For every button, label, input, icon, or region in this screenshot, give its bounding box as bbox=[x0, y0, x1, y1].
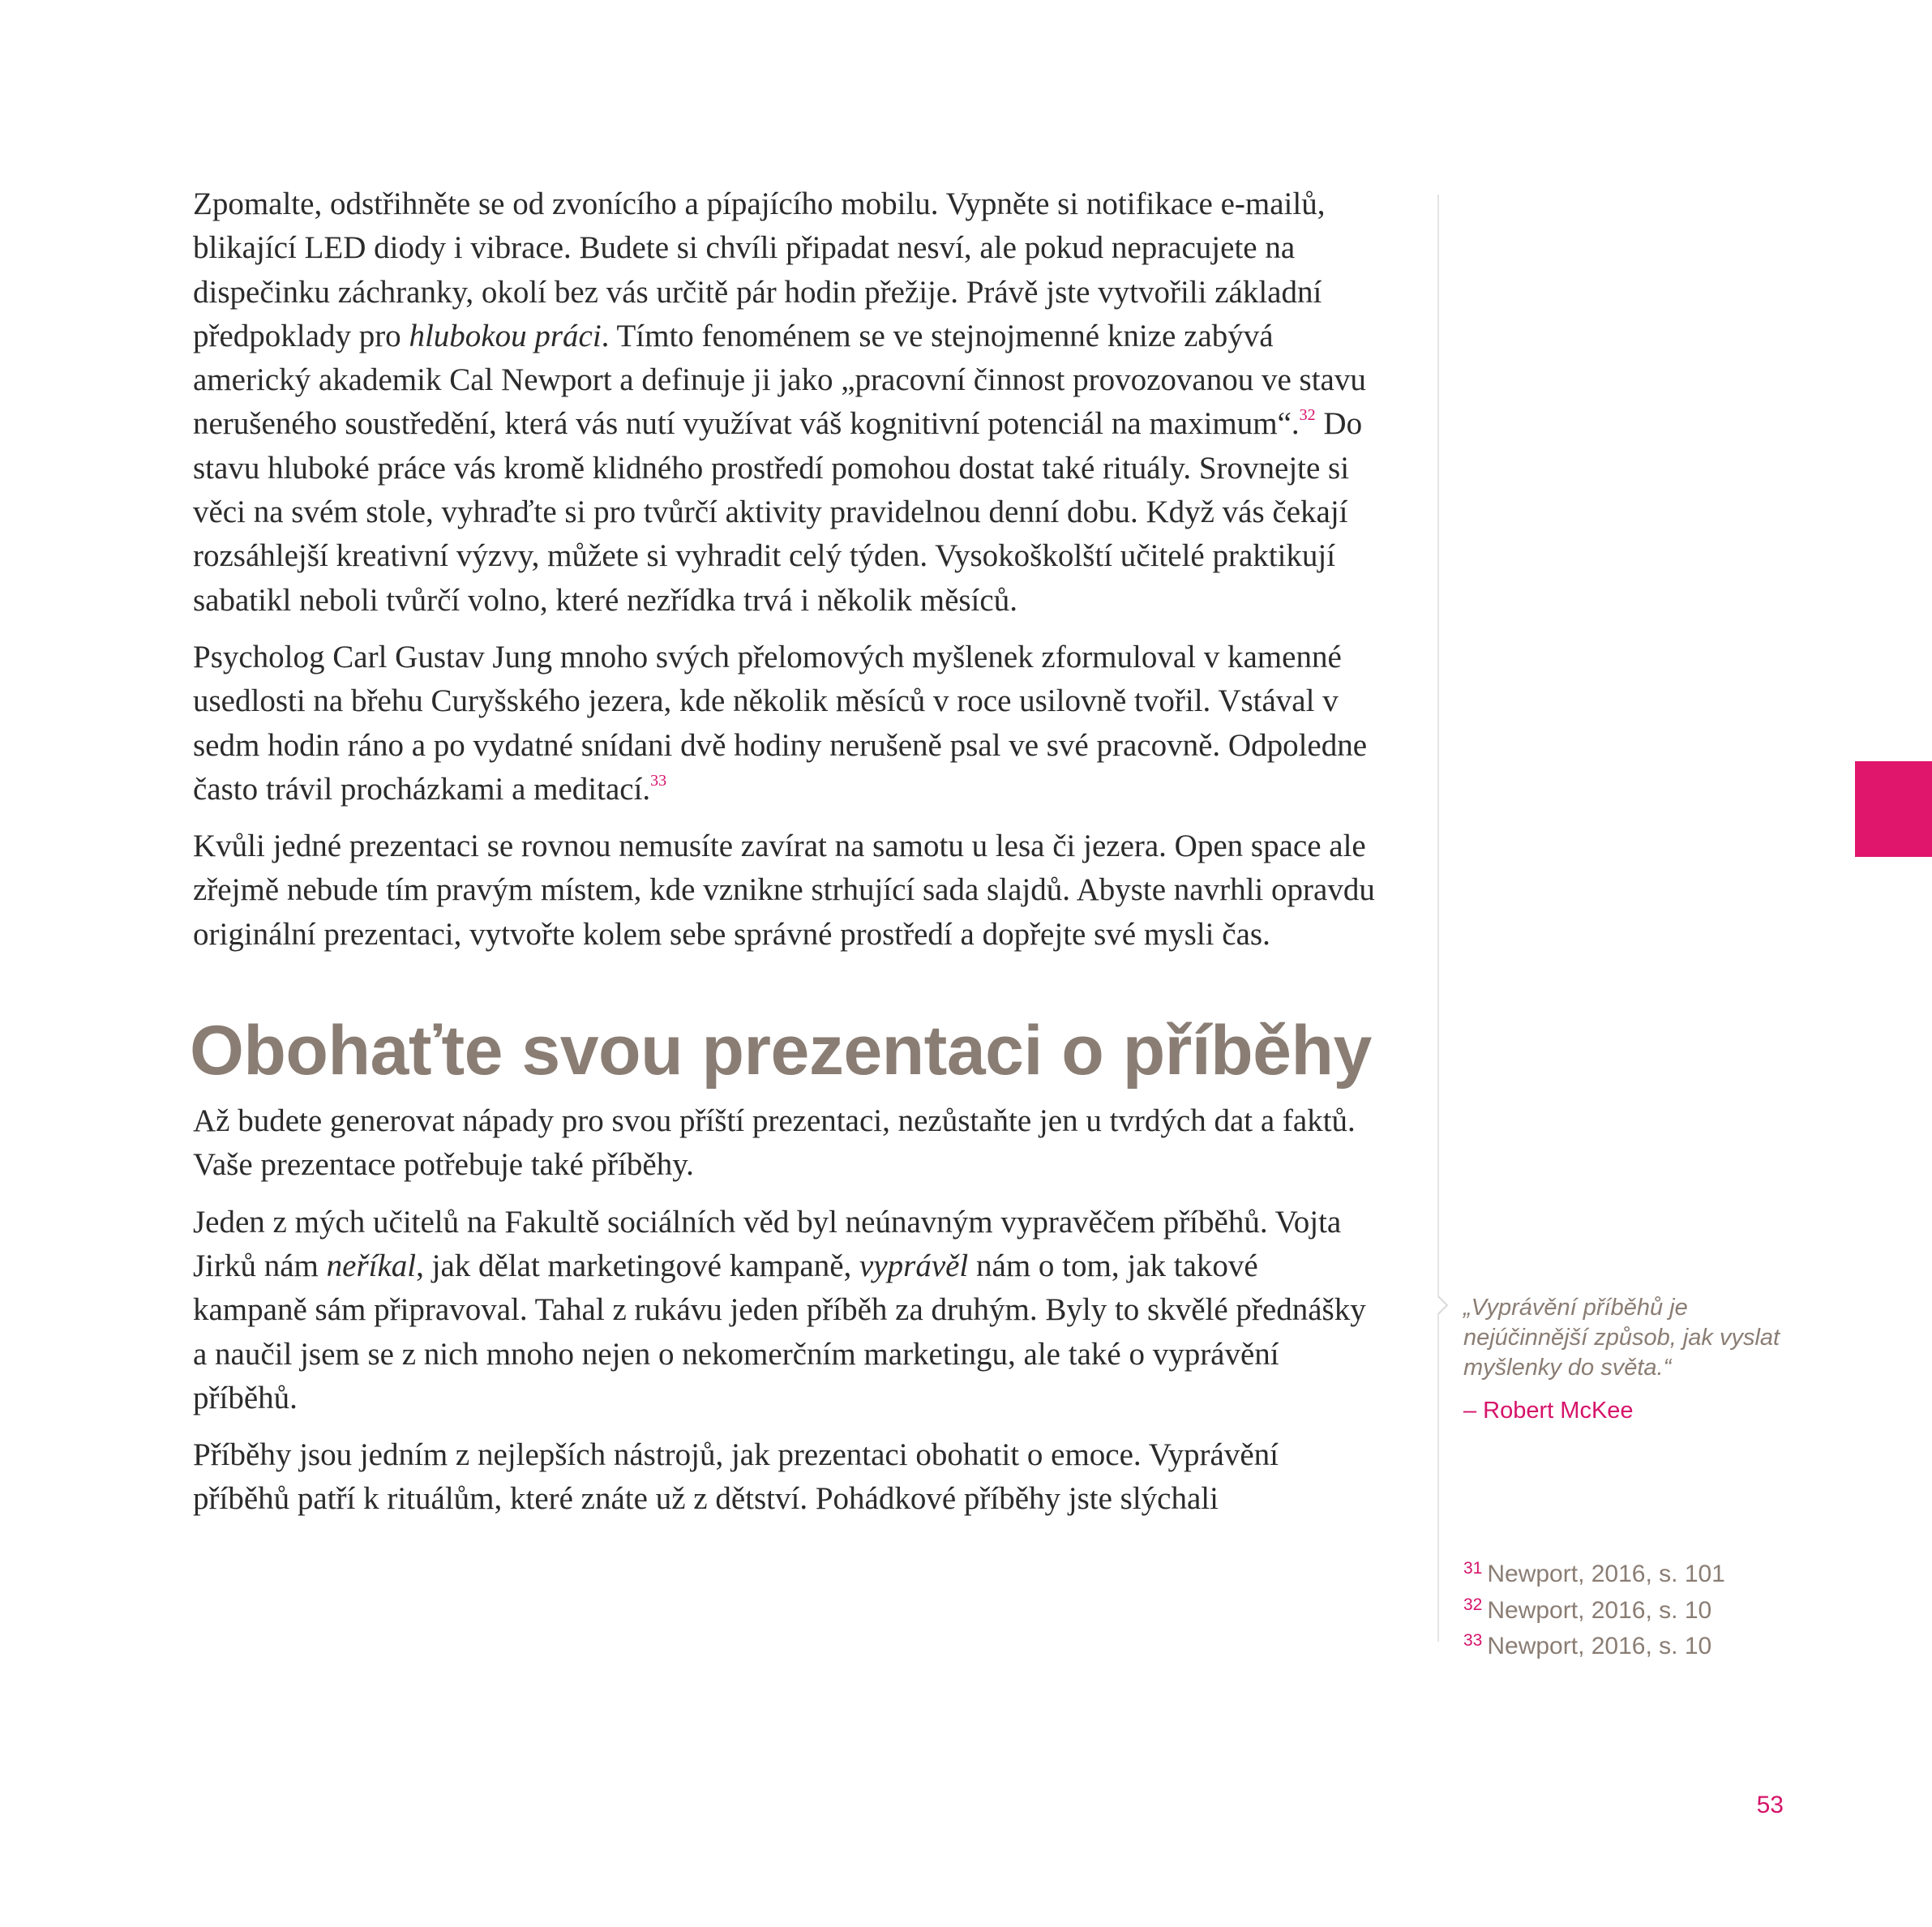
page-number: 53 bbox=[1756, 1792, 1784, 1818]
paragraph-2: Psycholog Carl Gustav Jung mnoho svých přelomových myšlenek zformuloval v kamenné usedlosti na břehu Curyšského jezera, kde několik měsíců v roce usilovně tvořil. Vstával v sedm hodin ráno a po vydatné snídani dvě hodiny nerušeně psal ve své pracovně. Odpoledne často trávil procházkami a meditací.$^{33}$ bbox=[193, 639, 1368, 807]
emphasis: vyprávěl bbox=[859, 1248, 969, 1283]
quote-author: – Robert McKee bbox=[1463, 1398, 1634, 1424]
footnote-item: $^{32}$ Newport, 2016, s. 10 bbox=[1463, 1595, 1712, 1624]
paragraph-5: Jeden z mých učitelů na Fakultě sociálních věd byl neúnavným vypravěčem příběhů. Vojta Jirků nám neříkal, jak dělat marketingové kampaně, vyprávěl nám o tom, jak takové kampaně sám připravoval. Tahal z rukávu jeden příběh za druhým. Byly to skvělé přednášky a naučil jsem se z nich mnoho nejen o nekomerčním marketingu, ale také o vyprávění příběhů. bbox=[193, 1204, 1366, 1415]
emphasis: neříkal bbox=[326, 1248, 417, 1283]
paragraph-6: Příběhy jsou jedním z nejlepších nástrojů, jak prezentaci obohatit o emoce. Vyprávění příběhů patří k rituálům, které znáte už z dětství. Pohádkové příběhy jste slýchali bbox=[193, 1437, 1279, 1517]
quote-pointer bbox=[1430, 1296, 1449, 1315]
margin-divider bbox=[1437, 195, 1439, 1642]
emphasis: hlubokou práci bbox=[409, 318, 602, 353]
footnote-item: $^{31}$ Newport, 2016, s. 101 bbox=[1463, 1559, 1725, 1587]
paragraph-1: Zpomalte, odstřihněte se od zvonícího a pípajícího mobilu. Vypněte si notifikace e-mailů, blikající LED diody i vibrace. Budete si chvíli připadat nesví, ale pokud nepracujete na dispečinku záchranky, okolí bez vás určitě pár hodin přežije. Právě jste vytvořili základní předpoklady pro hlubokou práci. Tímto fenoménem se ve stejnojmenné knize zabývá americký akademik Cal Newport a definuje ji jako „pracovní činnost provozovanou ve stavu nerušeného soustředění, která vás nutí využívat váš kognitivní potenciál na maximum“.$^{32}$ Do stavu hluboké práce vás kromě klidného prostředí pomohou dostat také rituály. Srovnejte si věci na svém stole, vyhraďte si pro tvůrčí aktivity pravidelnou denní dobu. Když vás čekají rozsáhlejší kreativní výzvy, můžete si vyhradit celý týden. Vysokoškolští učitelé praktikují sabatikl neboli tvůrčí volno, které nezřídka trvá i několik měsíců. bbox=[193, 186, 1366, 618]
footnote-ref[interactable]: 33 bbox=[650, 771, 667, 790]
paragraph-4: Až budete generovat nápady pro svou příští prezentaci, nezůstaňte jen u tvrdých dat a faktů. Vaše prezentace potřebuje také příběhy. bbox=[193, 1103, 1356, 1183]
footnote-ref[interactable]: 32 bbox=[1299, 406, 1316, 425]
footnotes bbox=[1463, 1553, 1725, 1662]
section-heading: Obohaťte svou prezentaci o příběhy bbox=[190, 1012, 1372, 1090]
paragraph-3: Kvůli jedné prezentaci se rovnou nemusíte zavírat na samotu u lesa či jezera. Open space ale zřejmě nebude tím pravým místem, kde vznikne strhující sada slajdů. Abyste navrhli opravdu originální prezentaci, vytvořte kolem sebe správné prostředí a dopřejte své mysli čas. bbox=[193, 829, 1375, 952]
chapter-tab-marker bbox=[1855, 761, 1932, 857]
footnote-item: $^{33}$ Newport, 2016, s. 10 bbox=[1463, 1631, 1712, 1659]
pull-quote: „Vyprávění příběhů je nejúčinnější způsob, jak vyslat myšlenky do světa.“ bbox=[1463, 1295, 1780, 1381]
main-text-column bbox=[190, 182, 1377, 1535]
